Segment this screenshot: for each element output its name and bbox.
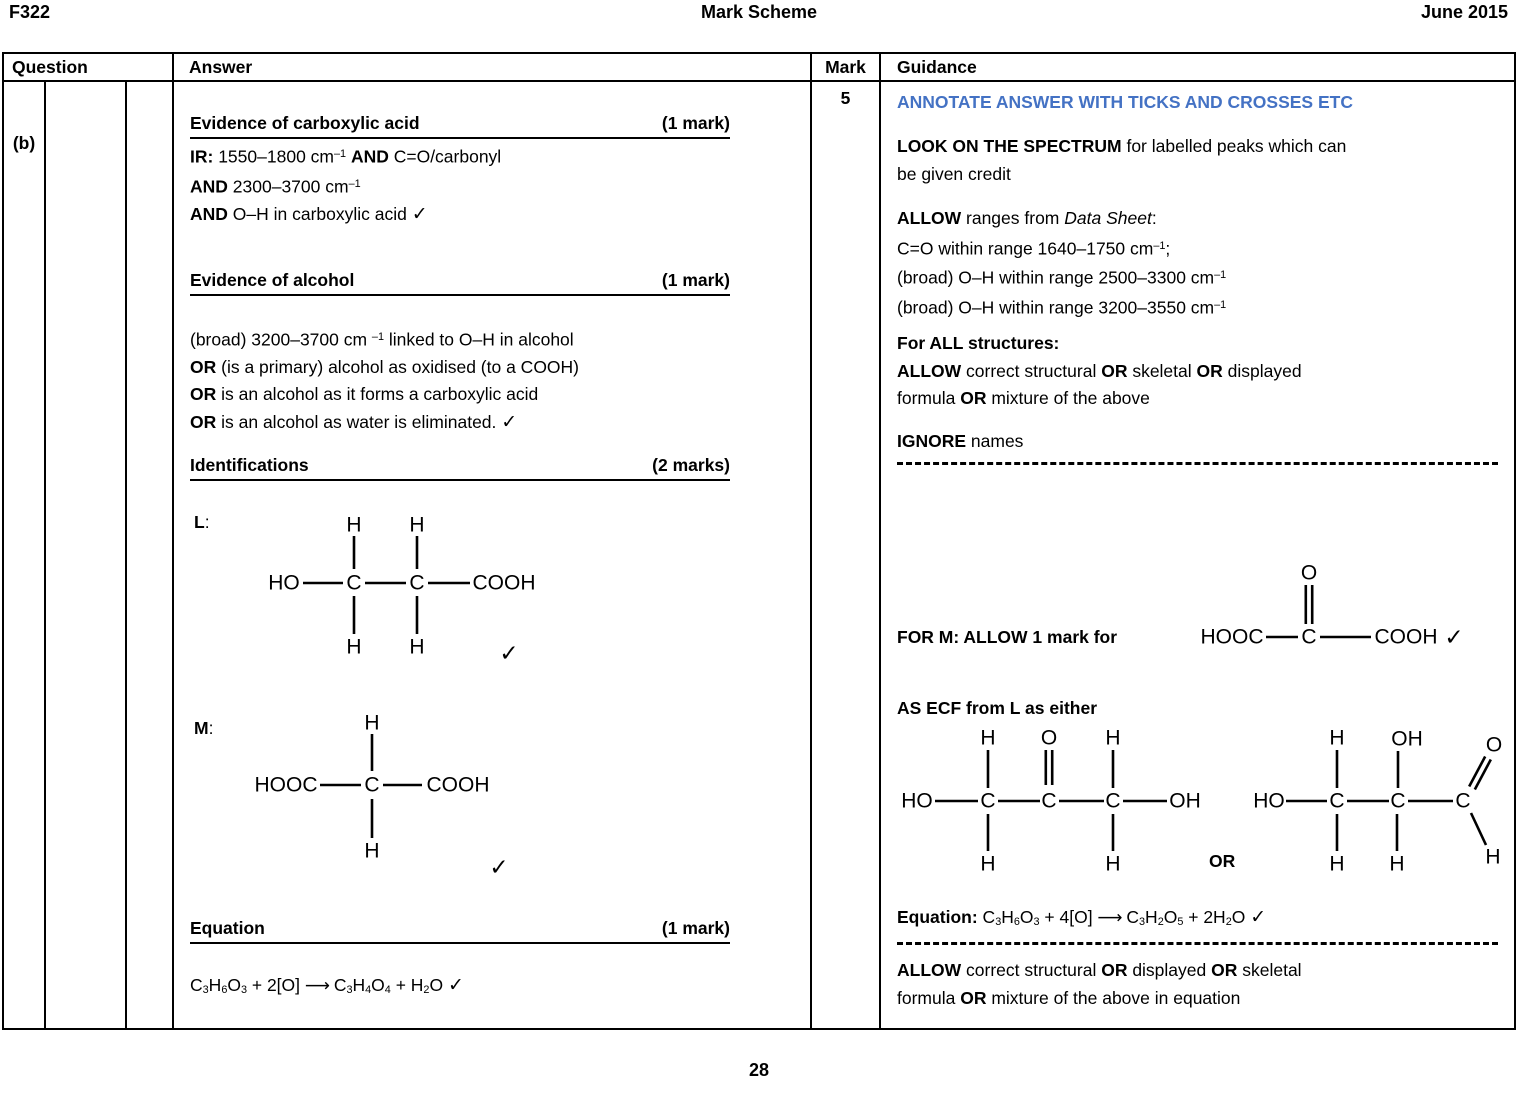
structure-diagram-ecf-left: [897, 722, 1207, 882]
structure-diagram-M: [254, 707, 584, 880]
ecf-label: AS ECF from L as either: [897, 698, 1098, 718]
column-header-answer: Answer: [172, 54, 810, 82]
heading-evidence-carboxylic-acid: [190, 113, 730, 139]
svg-text:H: H: [409, 513, 425, 537]
question-subcell-3: [125, 82, 172, 1028]
answer-cell: [172, 82, 810, 1028]
svg-text:✓: ✓: [489, 854, 509, 880]
svg-text:H: H: [364, 711, 380, 735]
doc-code: F322: [9, 2, 51, 22]
column-header-question: Question: [4, 54, 172, 82]
for-m-allow-label: FOR M: ALLOW 1 mark for: [897, 627, 1118, 647]
doc-session: June 2015: [1420, 2, 1508, 22]
document-header: [0, 2, 1518, 26]
question-subcell-2: [44, 82, 125, 1028]
column-header-guidance: Guidance: [879, 54, 1514, 82]
svg-text:✓: ✓: [1444, 624, 1464, 650]
allow-ranges-text: ALLOW ranges from Data Sheet: C=O within range 1640–1750 $cm^{-1}$; (broad) O–H within range 2500–3300 $cm^{-1}$ (broad) O–H within range 3200–3550 $cm^{-1}$: [897, 208, 1227, 318]
heading-marks: (1 mark): [661, 113, 730, 133]
structure-label-L: L:: [194, 512, 210, 532]
mark-cell: [810, 82, 879, 1028]
svg-text:H: H: [409, 635, 425, 659]
heading-marks: (1 mark): [661, 918, 730, 938]
svg-text:OH: OH: [1169, 789, 1201, 813]
svg-text:H: H: [1105, 726, 1121, 750]
svg-text:H: H: [1485, 845, 1501, 869]
structure-label-M: M:: [194, 718, 214, 738]
svg-text:H: H: [364, 839, 380, 863]
svg-text:C: C: [1390, 789, 1406, 813]
svg-text:HO: HO: [901, 789, 933, 813]
svg-text:H: H: [1389, 852, 1405, 876]
heading-equation: [190, 918, 730, 944]
structure-diagram-m-allow: [1199, 555, 1479, 655]
guidance-cell: [879, 82, 1514, 1028]
svg-text:C: C: [980, 789, 996, 813]
or-label: OR: [1209, 851, 1236, 871]
for-all-structures-text: For ALL structures: ALLOW correct structural OR skeletal OR displayed formula OR mixture of the above: [897, 333, 1302, 408]
svg-text:COOH: COOH: [1374, 625, 1438, 649]
heading-marks: (2 marks): [652, 455, 730, 475]
svg-text:C: C: [1455, 789, 1471, 813]
svg-text:OH: OH: [1391, 727, 1423, 751]
svg-text:COOH: COOH: [472, 571, 536, 595]
heading-evidence-alcohol: [190, 270, 730, 296]
svg-text:H: H: [346, 513, 362, 537]
svg-text:H: H: [980, 852, 996, 876]
svg-text:H: H: [980, 726, 996, 750]
heading-marks: (1 mark): [661, 270, 730, 290]
guidance-equation: Equation: $C_3H_6O_3 + 4[O]$ ⟶ $C_3H_2O_5 + 2H_2O$ ✓: [897, 907, 1267, 929]
structure-diagram-L: [259, 502, 589, 667]
svg-text:C: C: [1329, 789, 1345, 813]
svg-text:HOOC: HOOC: [254, 773, 318, 797]
svg-text:C: C: [1301, 625, 1317, 649]
annotate-note: ANNOTATE ANSWER WITH TICKS AND CROSSES ETC: [897, 92, 1353, 112]
svg-text:O: O: [1040, 726, 1058, 750]
heading-title: Evidence of carboxylic acid: [190, 113, 420, 133]
carboxylic-acid-evidence-text: IR: 1550–1800 $cm^{-1}$ AND C=O/carbonyl AND 2300–3700 $cm^{-1}$ AND O–H in carboxylic acid ✓: [190, 146, 502, 225]
heading-title: Evidence of alcohol: [190, 270, 355, 290]
svg-text:COOH: COOH: [426, 773, 490, 797]
svg-text:H: H: [1329, 852, 1345, 876]
heading-title: Identifications: [190, 455, 309, 475]
svg-text:H: H: [346, 635, 362, 659]
dashed-separator: [897, 942, 1498, 945]
column-header-mark: Mark: [810, 54, 879, 82]
look-on-spectrum-text: LOOK ON THE SPECTRUM for labelled peaks which can be given credit: [897, 136, 1347, 184]
structure-diagram-ecf-right: [1252, 720, 1514, 890]
doc-title: Mark Scheme: [700, 2, 818, 22]
mark-value: 5: [840, 88, 851, 108]
alcohol-evidence-text: (broad) 3200–3700 cm $^{-1}$ linked to O–H in alcohol OR (is a primary) alcohol as oxidised (to a COOH) OR is an alcohol as it forms a carboxylic acid OR is an alcohol as water is eliminated. ✓: [190, 329, 580, 433]
heading-title: Equation: [190, 918, 265, 938]
svg-text:C: C: [1041, 789, 1057, 813]
svg-text:C: C: [1105, 789, 1121, 813]
svg-text:H: H: [1105, 852, 1121, 876]
dashed-separator: [897, 462, 1498, 465]
svg-text:✓: ✓: [499, 640, 519, 666]
heading-identifications: [190, 455, 730, 481]
svg-text:HO: HO: [268, 571, 300, 595]
svg-text:H: H: [1329, 726, 1345, 750]
mark-scheme-table: [2, 52, 1516, 1030]
question-number: (b): [12, 133, 36, 153]
answer-equation: $C_3H_6O_3 + 2[O]$ ⟶ $C_3H_4O_4 + H_2O$ ✓: [190, 975, 464, 997]
svg-text:O: O: [1300, 561, 1318, 585]
svg-text:C: C: [346, 571, 362, 595]
allow-equation-formula-text: ALLOW correct structural OR displayed OR skeletal formula OR mixture of the above in equation: [897, 960, 1302, 1008]
question-number-cell: [4, 82, 44, 1028]
svg-text:HOOC: HOOC: [1200, 625, 1264, 649]
ignore-names-text: IGNORE names: [897, 431, 1024, 451]
svg-text:HO: HO: [1253, 789, 1285, 813]
page-number: [0, 1060, 1518, 1081]
svg-text:C: C: [364, 773, 380, 797]
page-number-value: 28: [748, 1060, 770, 1080]
svg-text:O: O: [1485, 733, 1503, 757]
svg-text:C: C: [409, 571, 425, 595]
